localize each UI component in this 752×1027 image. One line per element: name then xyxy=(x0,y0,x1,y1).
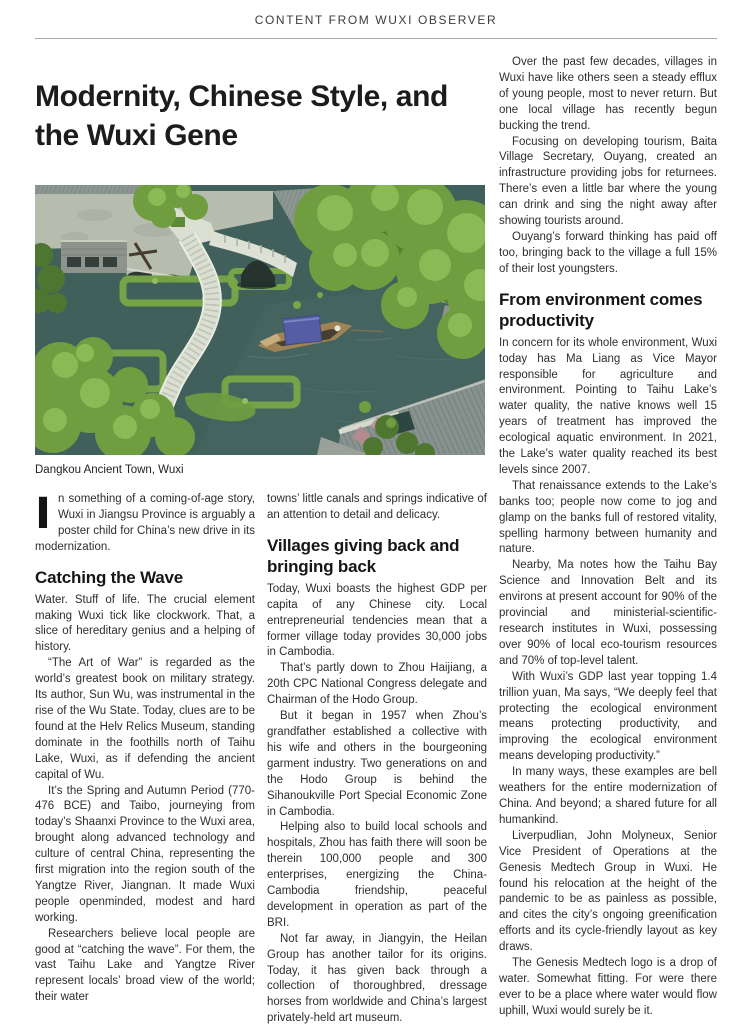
paragraph: Today, Wuxi boasts the highest GDP per capita of any Chinese city. Local entrepreneurial tendencies mean that a former village today provides 30,000 jobs in Cambodia. xyxy=(267,582,487,659)
paragraph: In many ways, these examples are bell weathers for the entire modernization of China. And beyond; a shared future for all humankind. xyxy=(499,766,717,826)
section-heading: Villages giving back and bringing back xyxy=(267,535,460,576)
paragraph: Liverpudlian, John Molyneux, Senior Vice President of Operations at the Genesis Medtech Group in Wuxi. He found his relocation at the height of the pandemic to be as painless as possible, and cites the city’s ongoing greenification efforts and its cycle-friendly layout as key draws. xyxy=(499,829,717,954)
kicker: CONTENT FROM WUXI OBSERVER xyxy=(254,13,498,27)
paragraph: Helping also to build local schools and hospitals, Zhou has faith there will soon be therein 100,000 people and 300 enterprises, energizing the China-Cambodia friendship, peaceful development in operation as part of the BRI. xyxy=(267,821,487,929)
lead-columns xyxy=(35,489,487,1027)
paragraph: Not far away, in Jiangyin, the Heilan Group has another tailor for its origins. Today, it has given back through a collection of thoroughbred, dressage horses from worldwide and China’s largest privately-held art museum. xyxy=(267,932,487,1025)
paragraph: Over the past few decades, villages in Wuxi have like others seen a steady efflux of young people, most to never return. But one local village has recently begun bucking the trend. xyxy=(499,56,717,132)
paragraph: Nearby, Ma notes how the Taihu Bay Science and Innovation Belt and its environs at present account for 90% of the provincial and ministerial-scientific-research institutes in Wuxi, possessing over 90% of local eco-tourism resources and 70% of top-level talent. xyxy=(499,559,717,667)
paragraph: In something of a coming-of-age story, Wuxi in Jiangsu Province is arguably a poster child for China’s new drive in its modernization. xyxy=(35,489,255,553)
article-title: Modernity, Chinese Style, and the Wuxi Gene xyxy=(35,80,448,152)
paragraph: Focusing on developing tourism, Baita Village Secretary, Ouyang, created an infrastructure providing jobs for returnees. There’s even a little bar where the young can drink and sing the night away after showing tourists around. xyxy=(499,135,717,228)
drop-cap: I xyxy=(35,489,51,539)
paragraph: That renaissance extends to the Lake’s banks too; people now come to jog and glamp on the banks full of restored vitality, spelling harmony between humanity and nature. xyxy=(499,479,717,556)
column-right xyxy=(499,55,717,1020)
photo-caption: Dangkou Ancient Town, Wuxi xyxy=(35,464,184,476)
article-photo xyxy=(35,185,485,455)
article-lead-section xyxy=(35,55,487,1027)
paragraph: Ouyang’s forward thinking has paid off too, bringing back to the village a full 15% of their lost youngsters. xyxy=(499,230,717,275)
paragraph: With Wuxi’s GDP last year topping 1.4 trillion yuan, Ma says, “We deeply feel that protecting the ecological environment means protecting productivity, and improving the ecological environment means developing productivity.” xyxy=(499,670,717,763)
column-middle xyxy=(267,492,487,1027)
header-rule xyxy=(35,38,717,39)
paragraph: The Genesis Medtech logo is a drop of water. Somewhat fitting. For were there ever to be a place where water would flow uphill, Wuxi would surely be it. xyxy=(499,957,717,1017)
paragraph: “The Art of War” is regarded as the world’s greatest book on military strategy. Its author, Sun Wu, was instrumental in the rise of the Wu State. Today, clues are to be found at the Helv Relics Museum, standing dominate in the foothills north of Taihu Lake, Wuxi, as if defending the ancient capital of Wu. xyxy=(35,657,255,781)
paragraph: Researchers believe local people are good at “catching the wave”. For them, the vast Taihu Lake and Yangtze River represent locals’ broad view of the world; their water xyxy=(35,927,255,1004)
paragraph: In concern for its whole environment, Wuxi today has Ma Liang as Vice Mayor responsible for agriculture and environment. Pointing to Taihu Lake’s water quality, the native knows well 15 years of treatment has improved the ecological aquatic environment. In 2021, the Lake’s water quality reached its best levels since 2007. xyxy=(499,336,717,476)
paragraph: But it began in 1957 when Zhou’s grandfather established a collective with his wife and others in the bourgeoning garment industry. Two generations on and the Hodo Group is behind the Sihanoukville Port Special Economic Zone in Cambodia. xyxy=(267,710,487,818)
section-heading: Catching the Wave xyxy=(35,567,184,587)
section-heading: From environment comes productivity xyxy=(499,289,703,330)
article-body xyxy=(35,55,717,1027)
column-left xyxy=(35,489,255,1027)
paragraph: It’s the Spring and Autumn Period (770-476 BCE) and Taibo, journeying from today’s Shaanxi Province to the Wuxi area, brought along advanced technology and culture of central China, representing the first migration into the region south of the Yangtze River, Jiangnan. It made Wuxi people openminded, modest and hard working. xyxy=(35,784,255,924)
paragraph: Water. Stuff of life. The crucial element making Wuxi tick like clockwork. That, a slice of hereditary genius and a helping of history. xyxy=(35,593,255,654)
paragraph: towns’ little canals and springs indicative of an attention to detail and delicacy. xyxy=(267,493,487,521)
paragraph: That’s partly down to Zhou Haijiang, a 20th CPC National Congress delegate and Chairman of the Hodo Group. xyxy=(267,662,487,707)
